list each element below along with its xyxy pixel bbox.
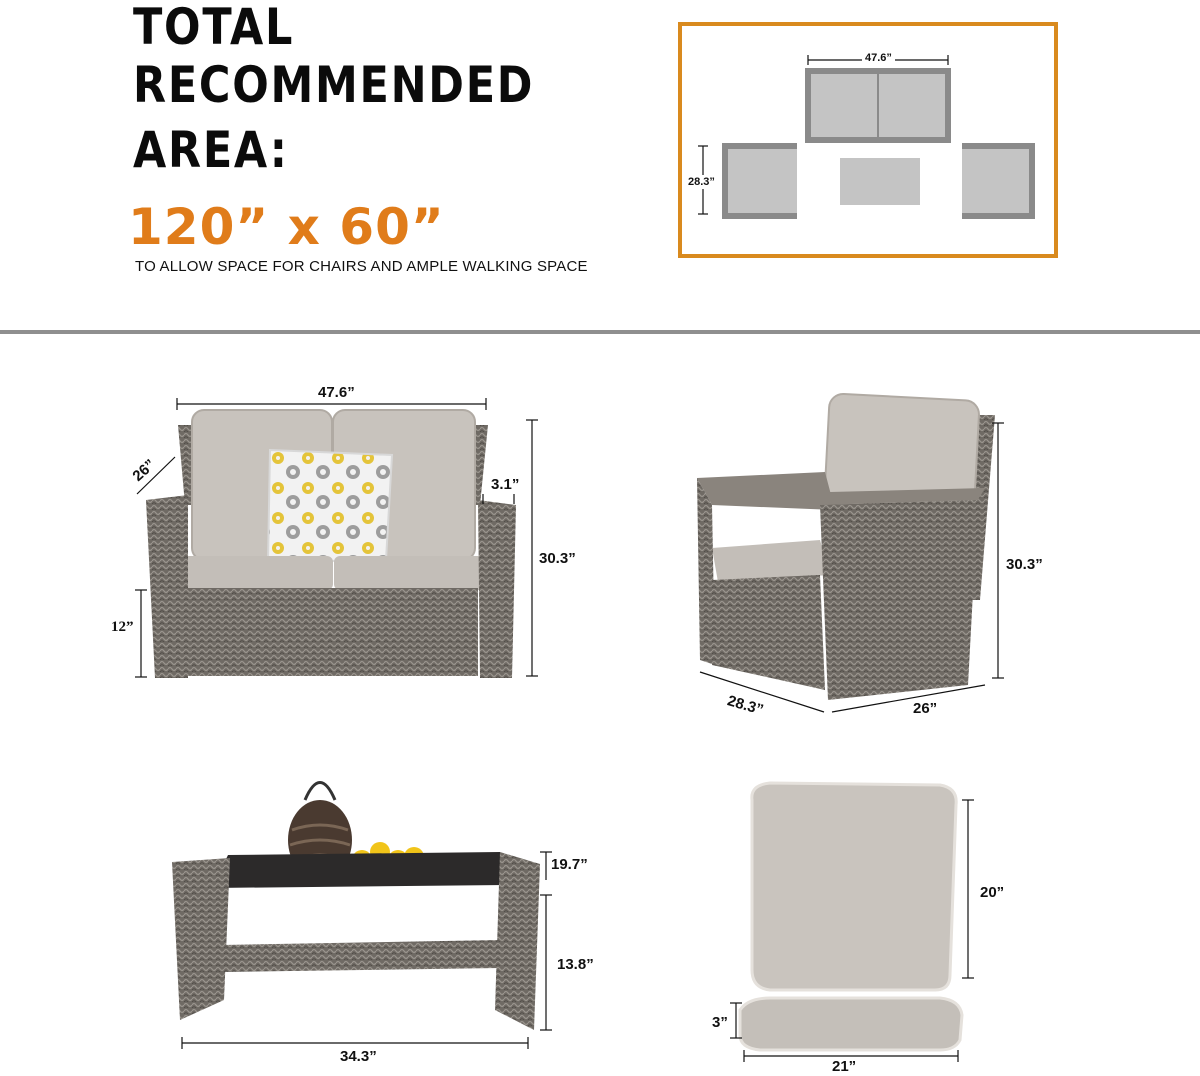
cushion-back-height-label: 20” (980, 884, 1005, 901)
coffee-table-leg-height-label: 13.8” (557, 956, 594, 973)
coffee-table-length-label: 34.3” (340, 1048, 377, 1065)
armchair-width-label: 26” (913, 700, 938, 717)
cushion-illustration (730, 783, 974, 1062)
layout-depth-label: 28.3” (688, 176, 715, 188)
armchair-depth-label: 28.3” (725, 692, 766, 719)
cushion-width-label: 21” (832, 1058, 857, 1075)
coffee-table-illustration (172, 783, 552, 1050)
armchair-height-label: 30.3” (1006, 556, 1043, 573)
headline-line-2: RECOMMENDED (133, 56, 535, 114)
loveseat-seat-height-label: 12” (111, 619, 134, 635)
loveseat-arm-width-label: 3.1” (491, 476, 520, 493)
cushion-seat-thickness-label: 3” (712, 1014, 728, 1031)
loveseat-width-label: 47.6” (318, 384, 355, 401)
recommended-area-value: 120” x 60” (128, 198, 445, 256)
headline-line-3: AREA: (133, 121, 289, 179)
loveseat-height-label: 30.3” (539, 550, 576, 567)
coffee-table-top-height-label: 19.7” (551, 856, 588, 873)
loveseat-depth-label: 26” (129, 456, 159, 485)
headline-line-1: TOTAL (133, 0, 295, 56)
layout-width-label: 47.6” (862, 52, 895, 64)
space-note: TO ALLOW SPACE FOR CHAIRS AND AMPLE WALKING SPACE (135, 258, 588, 275)
loveseat-illustration (135, 398, 538, 678)
armchair-illustration (697, 393, 1004, 712)
